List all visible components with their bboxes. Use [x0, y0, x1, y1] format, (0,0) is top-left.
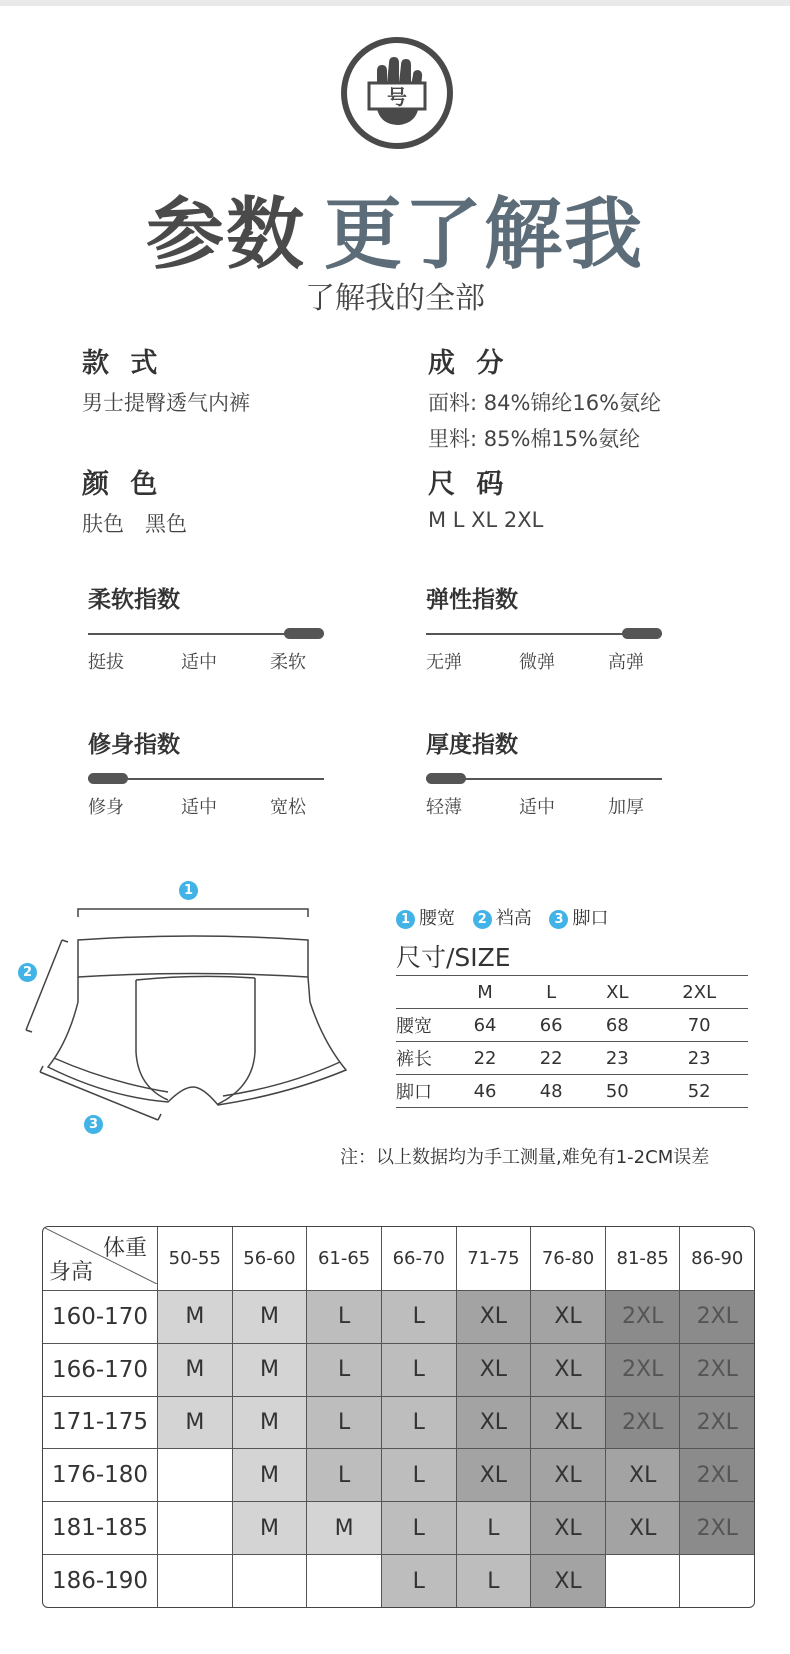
height-cell: 166-170 [43, 1343, 158, 1396]
height-cell: 176-180 [43, 1449, 158, 1502]
index-tick: 宽松 [270, 797, 306, 818]
size-recommendation-cell: M [232, 1449, 307, 1502]
size-recommendation-cell: XL [531, 1449, 606, 1502]
size-recommendation-cell [605, 1555, 680, 1607]
style-label: 款 式 [82, 348, 164, 379]
size-recommendation-cell: XL [531, 1396, 606, 1449]
size-recommendation-cell: 2XL [680, 1290, 754, 1343]
fit-header-row [43, 1227, 754, 1290]
weight-header-cell: 76-80 [531, 1227, 606, 1290]
fabric-value: 面料: 84%锦纶16%氨纶 [428, 391, 662, 415]
height-label: 身高 [49, 1259, 94, 1285]
size-recommendation-cell: L [381, 1555, 456, 1607]
logo-glyph: 号 [387, 85, 407, 109]
size-cell: 70 [650, 1009, 748, 1042]
size-recommendation-cell [680, 1555, 754, 1607]
weight-header-cell: 61-65 [307, 1227, 382, 1290]
index-title: 厚度指数 [426, 732, 518, 758]
size-label: 尺 码 [428, 469, 510, 500]
color-label: 颜 色 [82, 469, 164, 500]
size-recommendation-cell [307, 1555, 382, 1607]
size-cell: 22 [452, 1042, 518, 1075]
size-recommendation-cell [158, 1502, 233, 1555]
size-table-header [396, 976, 748, 1009]
size-recommendation-cell: 2XL [605, 1290, 680, 1343]
index-title: 修身指数 [88, 732, 180, 758]
size-recommendation-cell: XL [531, 1502, 606, 1555]
color-value: 肤色 黑色 [82, 512, 187, 536]
size-recommendation-cell: M [232, 1290, 307, 1343]
size-header-cell: XL [584, 976, 650, 1009]
size-recommendation-cell [158, 1555, 233, 1607]
table-row [43, 1396, 754, 1449]
weight-header-cell: 86-90 [680, 1227, 754, 1290]
table-row [43, 1502, 754, 1555]
size-cell: 23 [650, 1042, 748, 1075]
legend-label: 裆高 [495, 908, 532, 929]
index-tick: 无弹 [426, 652, 462, 673]
size-recommendation-cell: L [307, 1343, 382, 1396]
marker-3: 3 [84, 1114, 103, 1134]
index-title: 柔软指数 [88, 587, 180, 613]
size-cell: 50 [584, 1075, 650, 1108]
index-tick: 高弹 [608, 652, 644, 673]
size-recommendation-chart [42, 1226, 755, 1608]
measure-legend [396, 904, 620, 930]
size-cell: 46 [452, 1075, 518, 1108]
size-row-label: 腰宽 [396, 1009, 452, 1042]
weight-header-cell: 50-55 [158, 1227, 233, 1290]
size-recommendation-cell: L [456, 1502, 531, 1555]
index-tick: 适中 [181, 652, 217, 673]
size-table-title: 尺寸/SIZE [396, 943, 511, 972]
size-recommendation-cell: M [232, 1396, 307, 1449]
size-recommendation-cell: XL [531, 1290, 606, 1343]
table-row [43, 1343, 754, 1396]
weight-header-cell: 66-70 [381, 1227, 456, 1290]
size-recommendation-cell: 2XL [680, 1343, 754, 1396]
size-recommendation-cell: L [381, 1343, 456, 1396]
size-recommendation-cell [232, 1555, 307, 1607]
lining-value: 里料: 85%棉15%氨纶 [428, 427, 641, 451]
size-recommendation-cell: L [307, 1449, 382, 1502]
size-row-label: 脚口 [396, 1075, 452, 1108]
top-divider [0, 0, 790, 6]
size-value: M L XL 2XL [428, 508, 544, 532]
size-recommendation-cell: XL [531, 1555, 606, 1607]
index-tick: 轻薄 [426, 797, 462, 818]
size-row-label: 裤长 [396, 1042, 452, 1075]
index-tick: 柔软 [270, 652, 306, 673]
size-cell: 48 [518, 1075, 584, 1108]
size-recommendation-cell: 2XL [680, 1449, 754, 1502]
size-recommendation-cell: XL [456, 1290, 531, 1343]
weight-header-cell: 56-60 [232, 1227, 307, 1290]
marker-1: 1 [179, 880, 198, 900]
size-recommendation-cell: XL [531, 1343, 606, 1396]
size-recommendation-cell: M [232, 1502, 307, 1555]
table-row [396, 1009, 748, 1042]
legend-number: 3 [549, 910, 568, 929]
size-table [396, 975, 748, 1108]
size-header-cell: M [452, 976, 518, 1009]
size-recommendation-cell: M [307, 1502, 382, 1555]
size-recommendation-cell: L [456, 1555, 531, 1607]
style-value: 男士提臀透气内裤 [82, 391, 250, 415]
weight-label: 体重 [102, 1236, 147, 1261]
table-row [43, 1555, 754, 1607]
legend-number: 2 [473, 910, 492, 929]
legend-label: 腰宽 [419, 908, 455, 929]
size-recommendation-cell: L [381, 1290, 456, 1343]
table-row [43, 1449, 754, 1502]
index-knob [284, 628, 324, 639]
index-tick: 适中 [519, 797, 555, 818]
index-tick: 挺拔 [88, 652, 124, 673]
size-recommendation-cell [158, 1449, 233, 1502]
size-recommendation-cell: XL [456, 1449, 531, 1502]
size-recommendation-cell: M [158, 1290, 233, 1343]
index-tick: 加厚 [608, 797, 644, 818]
size-cell: 64 [452, 1009, 518, 1042]
size-recommendation-cell: L [381, 1396, 456, 1449]
size-recommendation-cell: XL [456, 1343, 531, 1396]
size-recommendation-cell: 2XL [605, 1343, 680, 1396]
page-subtitle: 了解我的全部 [305, 281, 485, 316]
underwear-diagram [18, 872, 358, 1142]
height-cell: 171-175 [43, 1396, 158, 1449]
size-recommendation-cell: M [158, 1396, 233, 1449]
fit-corner-cell [43, 1227, 158, 1290]
size-recommendation-cell: L [381, 1449, 456, 1502]
table-row [396, 1075, 748, 1108]
fit-table [43, 1227, 754, 1607]
title-part1: 参数 [145, 190, 306, 280]
height-cell: 160-170 [43, 1290, 158, 1343]
table-row [43, 1290, 754, 1343]
index-knob [88, 773, 128, 784]
measurement-note: 注：以上数据均为手工测量,难免有1-2CM误差 [340, 1147, 710, 1168]
size-cell: 68 [584, 1009, 650, 1042]
size-cell: 22 [518, 1042, 584, 1075]
hand-logo-icon [341, 37, 453, 149]
size-recommendation-cell: L [307, 1290, 382, 1343]
size-recommendation-cell: 2XL [680, 1396, 754, 1449]
index-tick: 修身 [88, 797, 124, 818]
size-recommendation-cell: L [381, 1502, 456, 1555]
size-recommendation-cell: M [232, 1343, 307, 1396]
size-header-cell: L [518, 976, 584, 1009]
composition-label: 成 分 [428, 348, 510, 379]
height-cell: 181-185 [43, 1502, 158, 1555]
size-cell: 52 [650, 1075, 748, 1108]
size-recommendation-cell: M [158, 1343, 233, 1396]
index-knob [426, 773, 466, 784]
index-title: 弹性指数 [426, 587, 518, 613]
size-cell: 23 [584, 1042, 650, 1075]
size-header-cell: 2XL [650, 976, 748, 1009]
height-cell: 186-190 [43, 1555, 158, 1607]
size-recommendation-cell: 2XL [680, 1502, 754, 1555]
page-title [0, 172, 790, 284]
size-cell: 66 [518, 1009, 584, 1042]
size-header-cell [396, 976, 452, 1009]
weight-header-cell: 81-85 [605, 1227, 680, 1290]
size-recommendation-cell: XL [605, 1449, 680, 1502]
index-knob [622, 628, 662, 639]
weight-header-cell: 71-75 [456, 1227, 531, 1290]
index-tick: 适中 [181, 797, 217, 818]
title-part2: 更了解我 [324, 190, 645, 280]
size-recommendation-cell: L [307, 1396, 382, 1449]
legend-label: 脚口 [572, 908, 609, 929]
index-tick: 微弹 [519, 652, 555, 673]
marker-2: 2 [18, 962, 37, 982]
legend-number: 1 [396, 910, 415, 929]
size-recommendation-cell: XL [456, 1396, 531, 1449]
table-row [396, 1042, 748, 1075]
size-recommendation-cell: 2XL [605, 1396, 680, 1449]
size-recommendation-cell: XL [605, 1502, 680, 1555]
